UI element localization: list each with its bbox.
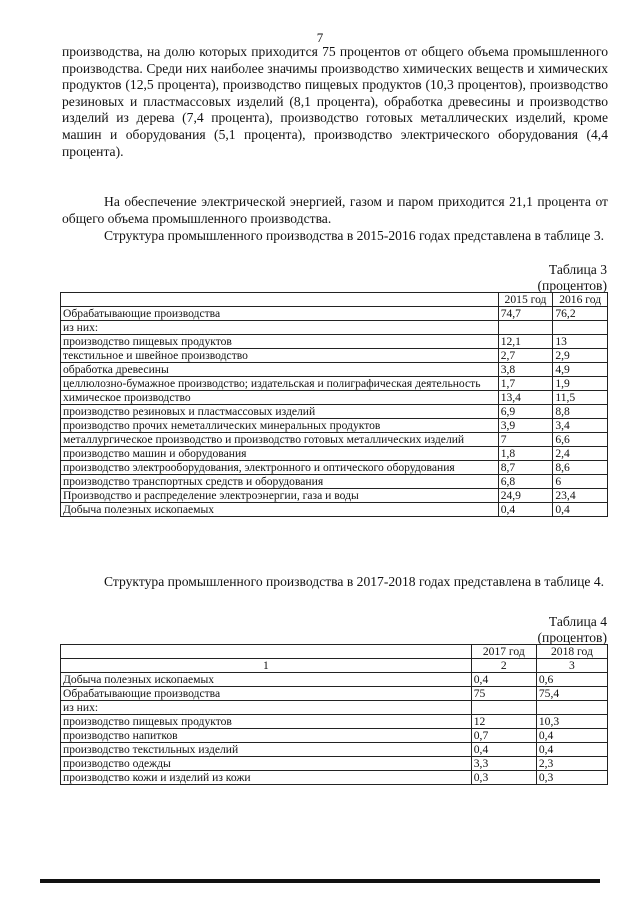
paragraph-4 (62, 574, 608, 591)
table-row-label: производство резиновых и пластмассовых изделий (61, 405, 499, 419)
table-value-cell: 6 (553, 475, 608, 489)
paragraph-4-text: Структура промышленного производства в 2017-2018 годах представлена в таблице 4. (104, 574, 605, 589)
table-row-label: Добыча полезных ископаемых (61, 503, 499, 517)
table-value-cell: 0,4 (498, 503, 553, 517)
table-header-row (61, 645, 608, 659)
table-value-cell: 3,4 (553, 419, 608, 433)
table-value-cell: 76,2 (553, 307, 608, 321)
table-row-label: производство прочих неметаллических минеральных продуктов (61, 419, 499, 433)
table-header-cell: 2016 год (553, 293, 608, 307)
table-value-cell: 1,8 (498, 447, 553, 461)
table-value-cell: 6,6 (553, 433, 608, 447)
table-value-cell (536, 701, 607, 715)
table-value-cell: 23,4 (553, 489, 608, 503)
table-row (61, 419, 608, 433)
table-row-label: Обрабатывающие производства (61, 687, 472, 701)
table-row (61, 475, 608, 489)
table-row-label: производство текстильных изделий (61, 743, 472, 757)
table-column-number: 2 (471, 659, 536, 673)
table-row-label: производство машин и оборудования (61, 447, 499, 461)
table-value-cell: 2,4 (553, 447, 608, 461)
paragraph-1 (62, 44, 608, 160)
table-row (61, 743, 608, 757)
table-row-label: Обрабатывающие производства (61, 307, 499, 321)
page-number: 7 (316, 30, 324, 45)
table-row (61, 771, 608, 785)
paragraph-3 (62, 228, 608, 245)
table-row (61, 757, 608, 771)
table-value-cell: 12,1 (498, 335, 553, 349)
table-header-row (61, 293, 608, 307)
table-column-number: 3 (536, 659, 607, 673)
table-value-cell: 8,7 (498, 461, 553, 475)
table-row-label: производство напитков (61, 729, 472, 743)
table-row (61, 391, 608, 405)
table-row (61, 433, 608, 447)
table-value-cell: 3,3 (471, 757, 536, 771)
table-value-cell: 7 (498, 433, 553, 447)
table-row-label: производство транспортных средств и оборудования (61, 475, 499, 489)
table-row-label: Производство и распределение электроэнергии, газа и воды (61, 489, 499, 503)
table-value-cell: 4,9 (553, 363, 608, 377)
table-value-cell: 1,7 (498, 377, 553, 391)
table-row-label: производство пищевых продуктов (61, 715, 472, 729)
table-3 (60, 292, 608, 517)
table4-caption: Таблица 4 (548, 614, 607, 629)
table-value-cell: 8,6 (553, 461, 608, 475)
table-value-cell: 0,3 (536, 771, 607, 785)
table4-unit: (процентов) (537, 630, 607, 645)
table-value-cell: 1,9 (553, 377, 608, 391)
table-value-cell: 0,3 (471, 771, 536, 785)
table-value-cell: 13,4 (498, 391, 553, 405)
table-column-number: 1 (61, 659, 472, 673)
table-value-cell: 11,5 (553, 391, 608, 405)
paragraph-2 (62, 194, 608, 227)
table-row (61, 447, 608, 461)
table-value-cell: 74,7 (498, 307, 553, 321)
table-value-cell: 0,4 (471, 743, 536, 757)
table-row (61, 461, 608, 475)
table-value-cell: 75,4 (536, 687, 607, 701)
table-row (61, 489, 608, 503)
table-row-label: текстильное и швейное производство (61, 349, 499, 363)
table-value-cell (553, 321, 608, 335)
table-value-cell: 6,8 (498, 475, 553, 489)
table-row (61, 349, 608, 363)
table-row-label: целлюлозно-бумажное производство; издательская и полиграфическая деятельность (61, 377, 499, 391)
table-header-cell: 2015 год (498, 293, 553, 307)
paragraph-1-text: производства, на долю которых приходится 75 процентов от общего объема промышленного производства. Среди них наиболее значимы производство химических веществ и химических продуктов (12,5 процента), производство пищевых продуктов (10,3 процентов), производство резиновых и пластмассовых изделий (8,1 процента), обработка древесины и производство изделий из дерева (7,4 процента), производство готовых металлических изделий, кроме машин и оборудования (5,1 процента), производство электрического оборудования (4,4 процента). (62, 44, 608, 159)
table-row (61, 363, 608, 377)
table-row-label: производство одежды (61, 757, 472, 771)
table-header-cell: 2017 год (471, 645, 536, 659)
table-header-cell (61, 645, 472, 659)
table-value-cell: 0,6 (536, 673, 607, 687)
table-value-cell (498, 321, 553, 335)
table-row (61, 405, 608, 419)
table-row (61, 673, 608, 687)
table-row (61, 701, 608, 715)
table-numbering-row (61, 659, 608, 673)
bottom-rule (40, 879, 600, 883)
table-row (61, 377, 608, 391)
table-row-label: обработка древесины (61, 363, 499, 377)
table-value-cell: 0,4 (471, 673, 536, 687)
table-value-cell: 2,3 (536, 757, 607, 771)
table-value-cell: 10,3 (536, 715, 607, 729)
table-value-cell: 2,9 (553, 349, 608, 363)
table-row (61, 715, 608, 729)
table-row-label: Добыча полезных ископаемых (61, 673, 472, 687)
table-value-cell: 6,9 (498, 405, 553, 419)
table-row-label: из них: (61, 701, 472, 715)
table-row (61, 307, 608, 321)
table-value-cell: 24,9 (498, 489, 553, 503)
table3-unit: (процентов) (537, 278, 607, 293)
table-value-cell: 13 (553, 335, 608, 349)
table-value-cell: 0,4 (536, 729, 607, 743)
table-header-cell: 2018 год (536, 645, 607, 659)
table-row (61, 687, 608, 701)
paragraph-2-text: На обеспечение электрической энергией, газом и паром приходится 21,1 процента от общего объема промышленного производства. (62, 194, 608, 226)
table-value-cell: 3,8 (498, 363, 553, 377)
table-value-cell: 2,7 (498, 349, 553, 363)
table-value-cell: 3,9 (498, 419, 553, 433)
table-row-label: из них: (61, 321, 499, 335)
table-row-label: производство пищевых продуктов (61, 335, 499, 349)
table-value-cell: 0,4 (553, 503, 608, 517)
table-value-cell: 75 (471, 687, 536, 701)
table3-caption: Таблица 3 (548, 262, 607, 277)
table-row-label: металлургическое производство и производство готовых металлических изделий (61, 433, 499, 447)
table-value-cell: 12 (471, 715, 536, 729)
table4-caption-block (538, 614, 607, 646)
table-row-label: производство электрооборудования, электронного и оптического оборудования (61, 461, 499, 475)
table-row (61, 729, 608, 743)
table3-caption-block (538, 262, 607, 294)
table-row (61, 503, 608, 517)
table-row (61, 335, 608, 349)
table-row-label: производство кожи и изделий из кожи (61, 771, 472, 785)
table-header-cell (61, 293, 499, 307)
table-4 (60, 644, 608, 785)
paragraph-3-text: Структура промышленного производства в 2015-2016 годах представлена в таблице 3. (104, 228, 605, 243)
table-value-cell: 0,7 (471, 729, 536, 743)
table-row-label: химическое производство (61, 391, 499, 405)
table-value-cell: 0,4 (536, 743, 607, 757)
table-value-cell: 8,8 (553, 405, 608, 419)
table-row (61, 321, 608, 335)
table-value-cell (471, 701, 536, 715)
